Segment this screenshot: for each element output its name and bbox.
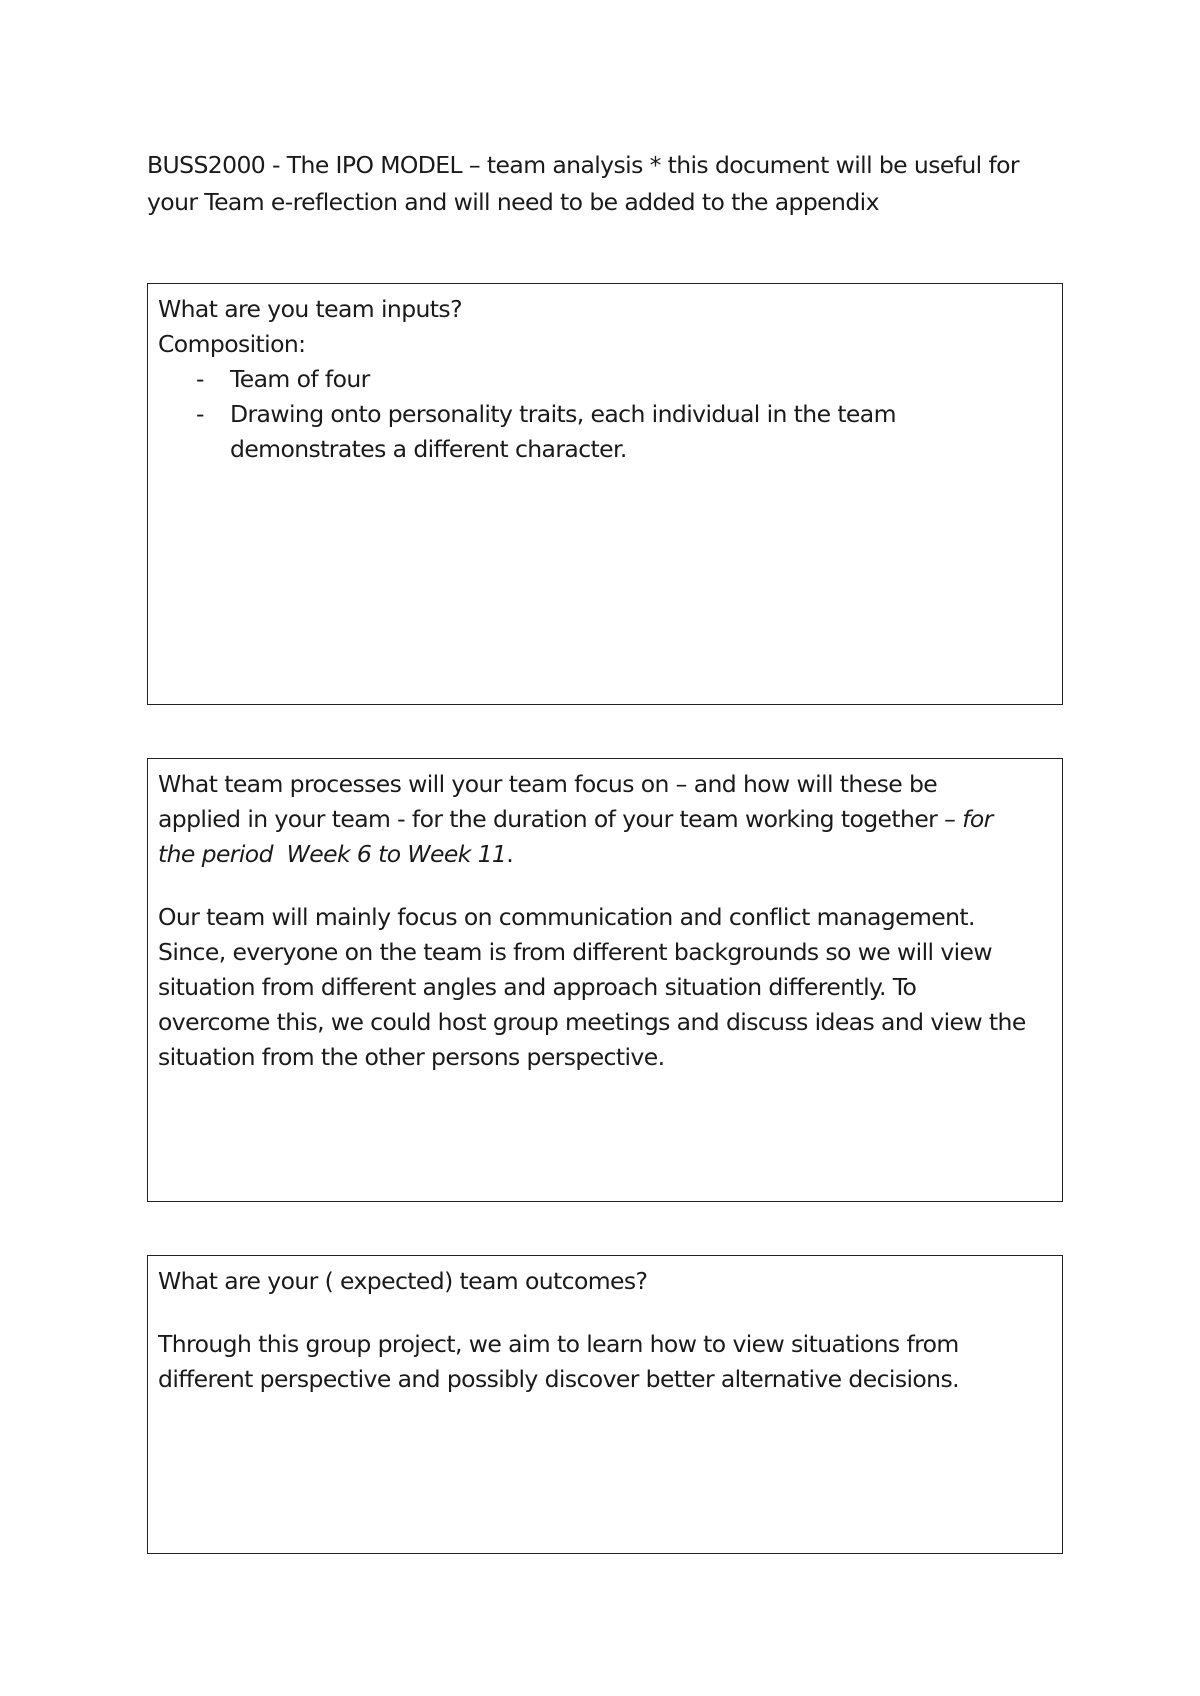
outcomes-question: What are your ( expected) team outcomes? (158, 1267, 648, 1295)
processes-period-end: . (506, 840, 514, 868)
outcomes-answer (158, 1327, 1052, 1397)
processes-answer-line: Our team will mainly focus on communication and conflict management. (158, 903, 975, 931)
composition-label: Composition: (158, 330, 306, 358)
team-processes-box (147, 758, 1063, 1202)
composition-list (158, 362, 1052, 467)
list-item (196, 362, 1052, 397)
heading-line-2: your Team e-reflection and will need to be added to the appendix (147, 188, 879, 216)
inputs-question: What are you team inputs? (158, 295, 462, 323)
processes-question-line-1: What team processes will your team focus on – and how will these be (158, 770, 938, 798)
team-inputs-box (147, 283, 1063, 705)
processes-answer (158, 900, 1052, 1075)
bullet-dash: - (196, 365, 204, 393)
processes-answer-line: situation from the other persons perspective. (158, 1043, 665, 1071)
bullet-dash: - (196, 400, 204, 428)
team-outcomes-box (147, 1255, 1063, 1554)
heading-line-1: BUSS2000 - The IPO MODEL – team analysis * this document will be useful for (147, 151, 1019, 179)
list-item (196, 397, 1052, 467)
processes-question-line-3 (158, 837, 1052, 872)
list-item-text: Drawing onto personality traits, each individual in the team demonstrates a different character. (230, 400, 896, 463)
outcomes-answer-line: Through this group project, we aim to learn how to view situations from (158, 1330, 959, 1358)
processes-answer-line: overcome this, we could host group meetings and discuss ideas and view the (158, 1008, 1026, 1036)
processes-answer-line: situation from different angles and approach situation differently. To (158, 973, 917, 1001)
processes-period-italic: the period Week 6 to Week 11 (158, 840, 507, 868)
page-heading (147, 147, 1077, 221)
processes-question-line-2 (158, 802, 1052, 837)
processes-question-line-2-text: applied in your team - for the duration of your team working together – (158, 805, 956, 833)
processes-answer-line: Since, everyone on the team is from different backgrounds so we will view (158, 938, 993, 966)
processes-question-line-2-italic: for (962, 805, 993, 833)
list-item-text: Team of four (230, 365, 370, 393)
outcomes-answer-line: different perspective and possibly discover better alternative decisions. (158, 1365, 959, 1393)
